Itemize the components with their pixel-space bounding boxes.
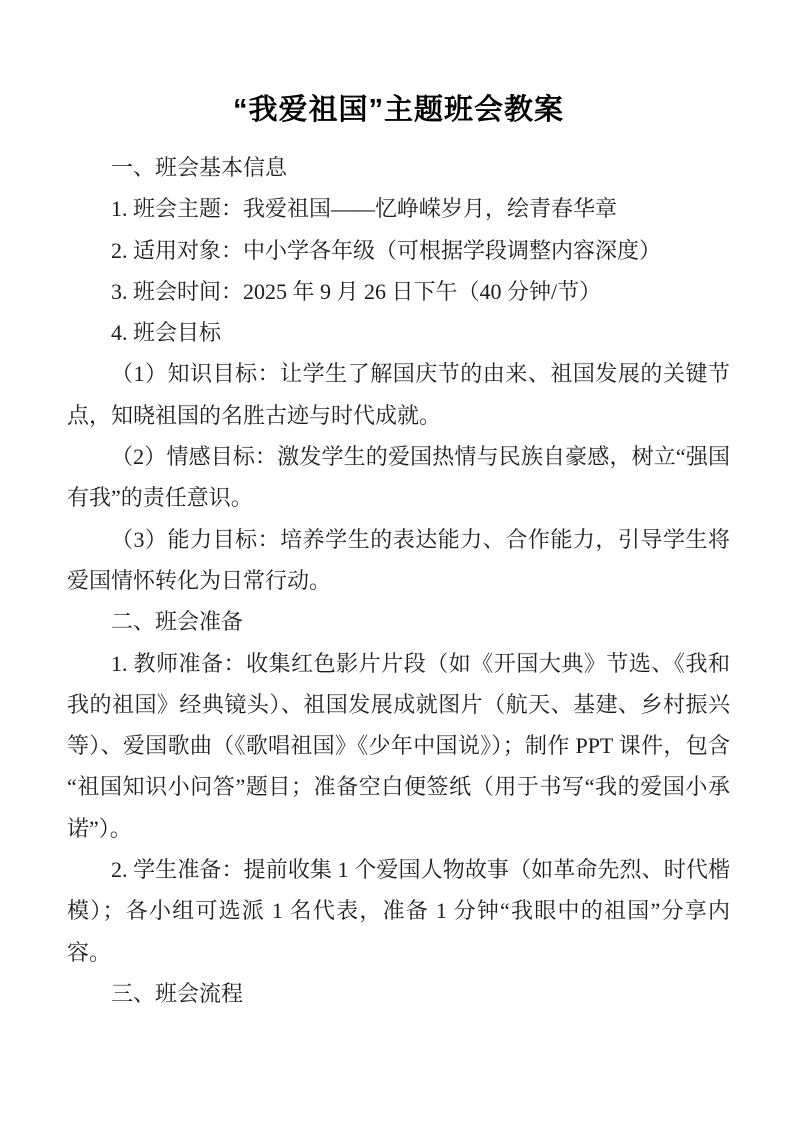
paragraph-student-preparation: 2. 学生准备：提前收集 1 个爱国人物故事（如革命先烈、时代楷模）；各小组可选派 1 名代表，准备 1 分钟“我眼中的祖国”分享内容。 (67, 857, 730, 965)
document-title: “我爱祖国”主题班会教案 (232, 94, 564, 126)
paragraph-knowledge-goal: （1）知识目标：让学生了解国庆节的由来、祖国发展的关键节点，知晓祖国的名胜古迹与时代成就。 (67, 361, 730, 428)
paragraph-meeting-time: 3. 班会时间：2025 年 9 月 26 日下午（40 分钟/节） (111, 278, 602, 304)
paragraph-section-preparation: 二、班会准备 (111, 609, 244, 635)
paragraph-target-audience: 2. 适用对象：中小学各年级（可根据学段调整内容深度） (111, 237, 662, 263)
paragraph-emotion-goal: （2）情感目标：激发学生的爱国热情与民族自豪感，树立“强国有我”的责任意识。 (67, 444, 730, 511)
paragraph-ability-goal: （3）能力目标：培养学生的表达能力、合作能力，引导学生将爱国情怀转化为日常行动。 (67, 526, 730, 593)
paragraph-section-process: 三、班会流程 (111, 980, 244, 1006)
document-body (67, 147, 730, 1014)
paragraph-teacher-preparation: 1. 教师准备：收集红色影片片段（如《开国大典》节选、《我和我的祖国》经典镜头）、祖国发展成就图片（航天、基建、乡村振兴等）、爱国歌曲（《歌唱祖国》《少年中国说》）；制作 PPT 课件，包含“祖国知识小问答”题目；准备空白便签纸（用于书写“我的爱国小承诺”）。 (67, 650, 730, 841)
paragraph-meeting-theme: 1. 班会主题：我爱祖国——忆峥嵘岁月，绘青春华章 (111, 196, 618, 222)
paragraph-goals-heading: 4. 班会目标 (111, 320, 222, 346)
paragraph-section-basic-info: 一、班会基本信息 (111, 155, 288, 180)
